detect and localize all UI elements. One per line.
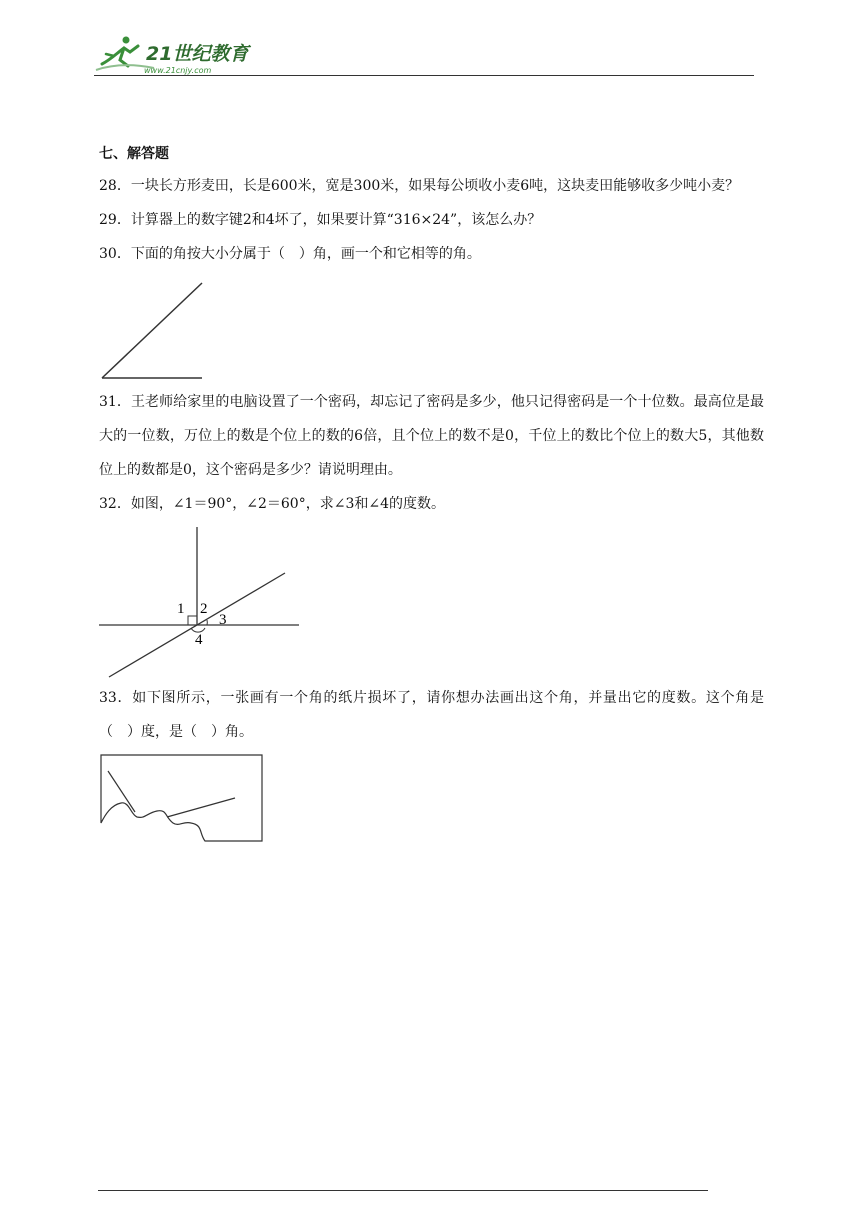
angle-slanted-ray: [102, 283, 202, 378]
angle-label-2: 2: [200, 601, 208, 617]
question-30: 30．下面的角按大小分属于（ ）角，画一个和它相等的角。: [99, 246, 481, 262]
angle-label-1: 1: [177, 601, 185, 617]
angle-label-4: 4: [195, 632, 203, 648]
question-32: 32．如图，∠1＝90°，∠2＝60°，求∠3和∠4的度数。: [99, 496, 445, 512]
footer-divider: [98, 1190, 708, 1191]
logo-text: 21世纪教育: [146, 43, 249, 65]
document-body: [99, 143, 764, 843]
question-33: 33．如下图所示，一张画有一个角的纸片损坏了，请你想办法画出这个角，并量出它的度数。这个角是（ ）度，是（ ）角。: [99, 690, 764, 740]
angle-label-3: 3: [219, 612, 227, 628]
torn-paper-figure: [99, 753, 269, 843]
section-title: 七、解答题: [99, 146, 169, 162]
site-logo: [94, 34, 264, 76]
question-29: 29．计算器上的数字键2和4坏了，如果要计算“316×24”，该怎么办？: [99, 212, 542, 228]
question-31: 31．王老师给家里的电脑设置了一个密码，却忘记了密码是多少，他只记得密码是一个十位数。最高位是最大的一位数，万位上的数是个位上的数的6倍，且个位上的数不是0，千位上的数比个位上的数大5，其他数位上的数都是0，这个密码是多少？请说明理由。: [99, 394, 764, 478]
header-divider: [94, 75, 754, 76]
logo-url-text: www.21cnjy.com: [144, 66, 212, 75]
intersecting-lines-figure: [99, 527, 309, 679]
angle-figure: [99, 277, 209, 381]
question-28: 28．一块长方形麦田，长是600米，宽是300米，如果每公顷收小麦6吨，这块麦田能够收多少吨小麦？: [99, 178, 740, 194]
right-angle-mark: [188, 616, 197, 625]
runner-logo-icon: [94, 34, 264, 76]
